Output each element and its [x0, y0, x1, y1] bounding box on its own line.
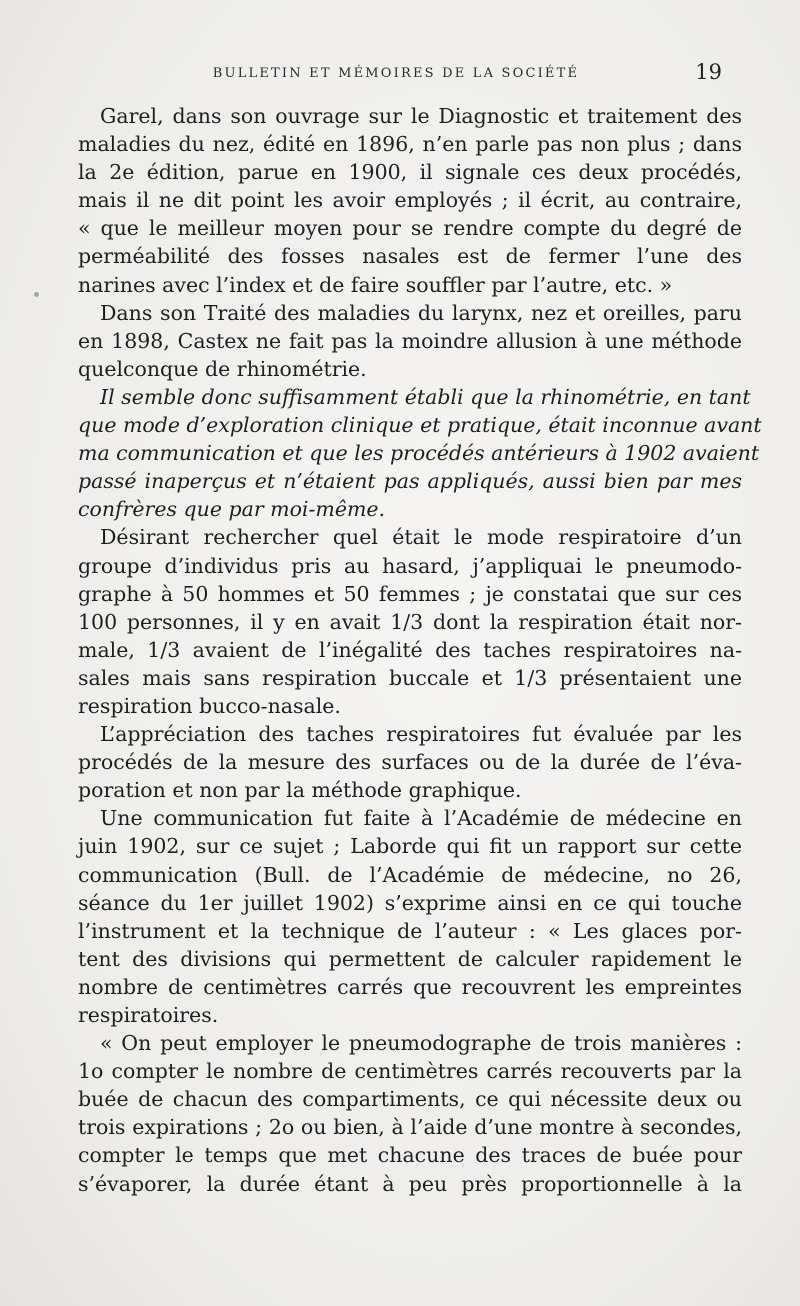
text-line: 1o compter le nombre de centimètres carrés recouverts par la	[78, 1059, 742, 1084]
text-line: graphe à 50 hommes et 50 femmes ; je constatai que sur ces	[78, 581, 742, 606]
text-line: quelconque de rhinométrie.	[78, 356, 367, 381]
text-line: compter le temps que met chacune des traces de buée pour	[78, 1143, 742, 1168]
text-line: nombre de centimètres carrés que recouvrent les empreintes	[78, 974, 742, 999]
text-line: poration et non par la méthode graphique.	[78, 778, 522, 803]
text-line: L’appréciation des taches respiratoires fut évaluée par les	[100, 722, 742, 747]
text-line: juin 1902, sur ce sujet ; Laborde qui fit un rapport sur cette	[78, 834, 742, 859]
text-line: communication (Bull. de l’Académie de médecine, no 26,	[78, 862, 742, 887]
text-line: 100 personnes, il y en avait 1/3 dont la respiration était nor-	[78, 609, 742, 634]
text-line: Garel, dans son ouvrage sur le Diagnostic et traitement des	[100, 104, 742, 128]
text-line: « que le meilleur moyen pour se rendre compte du degré de	[78, 216, 742, 241]
text-line: que mode d’exploration clinique et pratique, était inconnue avant	[78, 413, 762, 438]
text-line: procédés de la mesure des surfaces ou de la durée de l’éva-	[78, 750, 742, 775]
text-line: s’évaporer, la durée étant à peu près proportionnelle à la	[78, 1171, 742, 1196]
running-header: BULLETIN ET MÉMOIRES DE LA SOCIÉTÉ	[212, 66, 580, 81]
page-number: 19	[695, 60, 722, 84]
text-line: confrères que par moi-même.	[78, 497, 386, 522]
text-line: passé inaperçus et n’étaient pas appliqués, aussi bien par mes	[78, 469, 742, 494]
text-line: « On peut employer le pneumodographe de trois manières :	[100, 1031, 742, 1056]
text-line: trois expirations ; 2o ou bien, à l’aide d’une montre à secondes,	[78, 1115, 742, 1140]
text-line: Il semble donc suffisamment établi que la rhinométrie, en tant	[100, 384, 751, 409]
text-line: Désirant rechercher quel était le mode respiratoire d’un	[100, 525, 742, 550]
text-line: buée de chacun des compartiments, ce qui nécessite deux ou	[78, 1087, 742, 1112]
text-line: tent des divisions qui permettent de calculer rapidement le	[78, 946, 742, 971]
text-line: male, 1/3 avaient de l’inégalité des taches respiratoires na-	[78, 637, 742, 662]
text-line: mais il ne dit point les avoir employés ; il écrit, au contraire,	[78, 188, 742, 213]
text-line: l’instrument et la technique de l’auteur : « Les glaces por-	[78, 918, 742, 943]
text-line: narines avec l’index et de faire souffler par l’autre, etc. »	[78, 272, 673, 297]
text-line: ma communication et que les procédés antérieurs à 1902 avaient	[78, 441, 760, 466]
text-line: Une communication fut faite à l’Académie de médecine en	[100, 806, 742, 831]
text-line: respiration bucco-nasale.	[78, 693, 341, 718]
text-line: Dans son Traité des maladies du larynx, nez et oreilles, paru	[100, 300, 742, 325]
text-line: sales mais sans respiration buccale et 1/3 présentaient une	[78, 665, 742, 690]
margin-mark	[34, 292, 39, 297]
text-line: séance du 1er juillet 1902) s’exprime ainsi en ce qui touche	[78, 890, 742, 915]
text-line: en 1898, Castex ne fait pas la moindre allusion à une méthode	[78, 328, 742, 353]
text-line: respiratoires.	[78, 1003, 219, 1027]
text-line: maladies du nez, édité en 1896, n’en parle pas non plus ; dans	[78, 132, 742, 157]
text-line: la 2e édition, parue en 1900, il signale ces deux procédés,	[78, 160, 742, 185]
body-text	[78, 102, 762, 1198]
text-line: groupe d’individus pris au hasard, j’appliquai le pneumodo-	[78, 553, 742, 578]
text-line: perméabilité des fosses nasales est de fermer l’une des	[78, 244, 742, 269]
